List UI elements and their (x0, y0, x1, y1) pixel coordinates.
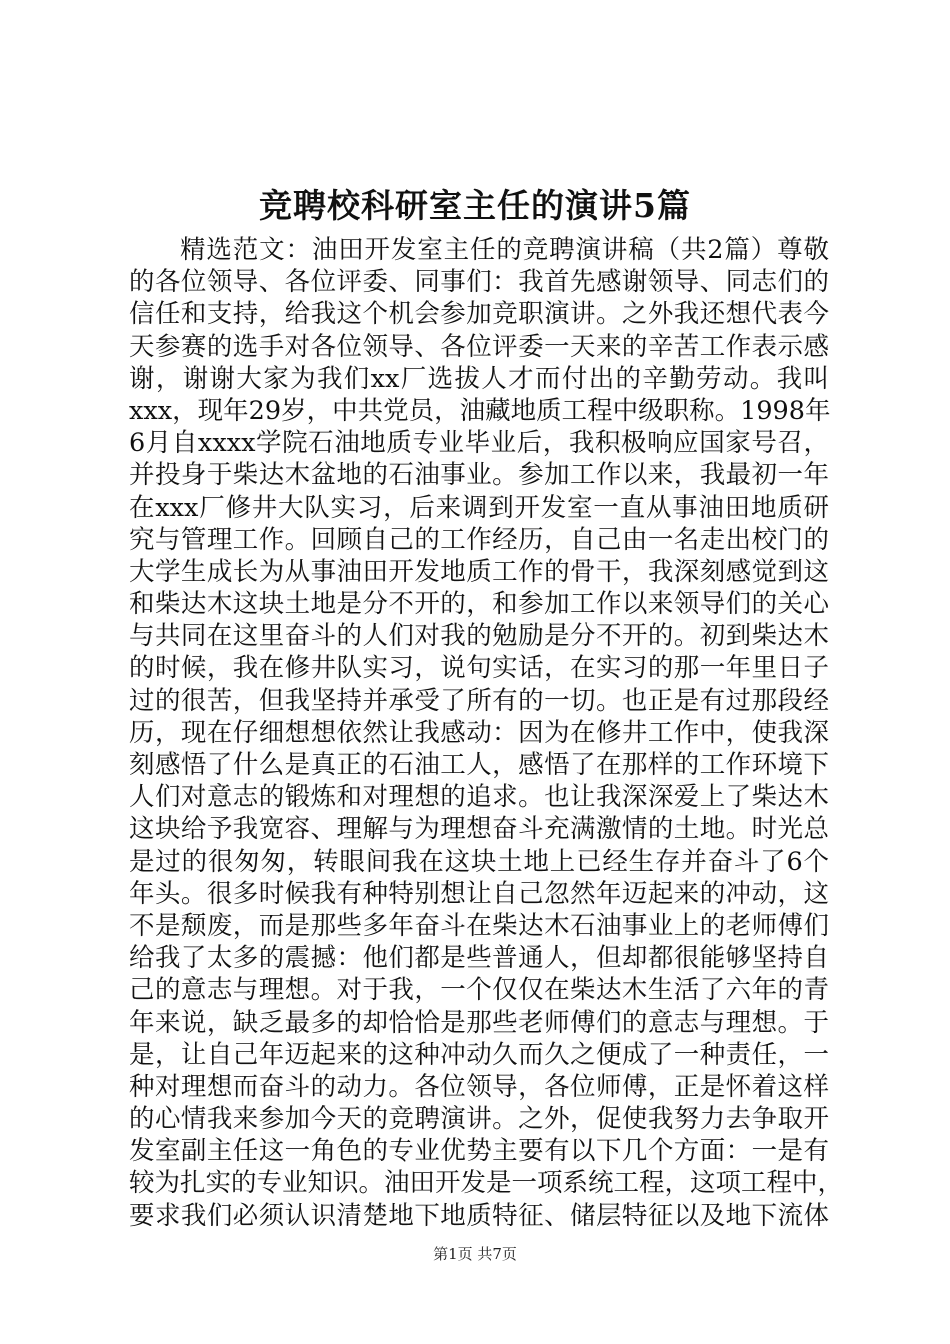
text-line: 与共同在这里奋斗的人们对我的勉励是分不开的。初到柴达木 (129, 621, 829, 652)
text-line: 6月自xxxx学院石油地质专业毕业后，我积极响应国家号召， (129, 428, 829, 459)
text-line: 不是颓废，而是那些多年奋斗在柴达木石油事业上的老师傅们 (129, 910, 829, 941)
text-line: 人们对意志的锻炼和对理想的追求。也让我深深爱上了柴达木 (129, 782, 829, 813)
text-line: 己的意志与理想。对于我，一个仅仅在柴达木生活了六年的青 (129, 975, 829, 1006)
text-line: 要求我们必须认识清楚地下地质特征、储层特征以及地下流体 (129, 1200, 829, 1231)
text-line: 年头。很多时候我有种特别想让自己忽然年迈起来的冲动，这 (129, 878, 829, 909)
text-line: 这块给予我宽容、理解与为理想奋斗充满激情的土地。时光总 (129, 814, 829, 845)
text-line: 的各位领导、各位评委、同事们：我首先感谢领导、同志们的 (129, 267, 829, 298)
text-line: 的心情我来参加今天的竞聘演讲。之外，促使我努力去争取开 (129, 1104, 829, 1135)
text-line: xxx，现年29岁，中共党员，油藏地质工程中级职称。1998年 (129, 395, 831, 426)
text-line: 种对理想而奋斗的动力。各位领导，各位师傅，正是怀着这样 (129, 1071, 829, 1102)
text-line: 天参赛的选手对各位领导、各位评委一天来的辛苦工作表示感 (129, 331, 829, 362)
text-line: 精选范文：油田开发室主任的竞聘演讲稿（共2篇）尊敬 (180, 235, 829, 265)
text-line: 较为扎实的专业知识。油田开发是一项系统工程，这项工程中， (129, 1168, 844, 1199)
text-line: 发室副主任这一角色的专业优势主要有以下几个方面：一是有 (129, 1136, 829, 1167)
text-line: 给我了太多的震撼：他们都是些普通人，但却都很能够坚持自 (129, 943, 829, 974)
text-line: 在xxx厂修井大队实习，后来调到开发室一直从事油田地质研 (129, 492, 829, 523)
text-line: 是过的很匆匆，转眼间我在这块土地上已经生存并奋斗了6个 (129, 846, 829, 877)
text-line: 大学生成长为从事油田开发地质工作的骨干，我深刻感觉到这 (129, 556, 829, 587)
text-line: 过的很苦，但我坚持并承受了所有的一切。也正是有过那段经 (129, 685, 829, 716)
text-line: 和柴达木这块土地是分不开的，和参加工作以来领导们的关心 (129, 589, 829, 620)
text-line: 信任和支持，给我这个机会参加竞职演讲。之外我还想代表今 (129, 299, 829, 330)
text-line: 年来说，缺乏最多的却恰恰是那些老师傅们的意志与理想。于 (129, 1007, 829, 1038)
text-line: 的时候，我在修井队实习，说句实话，在实习的那一年里日子 (129, 653, 829, 684)
text-line: 并投身于柴达木盆地的石油事业。参加工作以来，我最初一年 (129, 460, 829, 491)
document-body (129, 234, 844, 1232)
text-line: 刻感悟了什么是真正的石油工人，感悟了在那样的工作环境下 (129, 750, 829, 780)
text-line: 谢，谢谢大家为我们xx厂选拔人才而付出的辛勤劳动。我叫 (129, 363, 829, 394)
text-line: 究与管理工作。回顾自己的工作经历，自己由一名走出校门的 (129, 524, 829, 555)
text-line: 历，现在仔细想想依然让我感动：因为在修井工作中，使我深 (129, 717, 829, 748)
text-line: 是，让自己年迈起来的这种冲动久而久之便成了一种责任，一 (129, 1039, 829, 1070)
page-number-footer: 第1页 共7页 (433, 1245, 517, 1263)
document-title: 竞聘校科研室主任的演讲5篇 (259, 186, 691, 225)
